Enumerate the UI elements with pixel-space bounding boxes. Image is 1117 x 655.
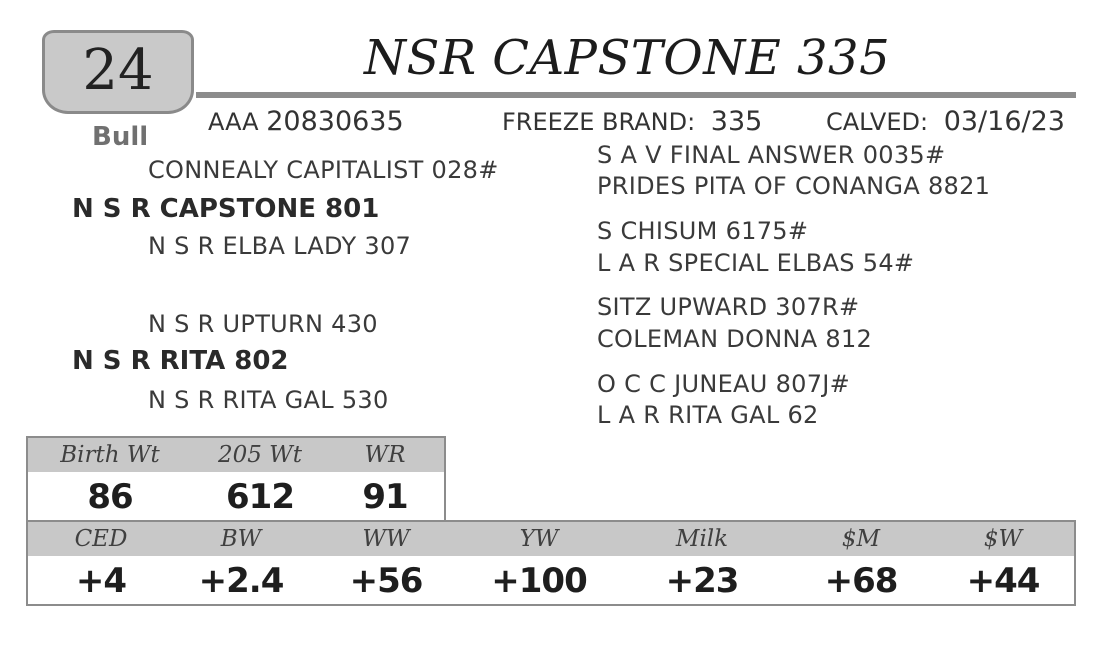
lot-number: 24: [82, 38, 154, 103]
performance-table: [26, 436, 446, 522]
epd-value-yw: +100: [491, 561, 587, 601]
performance-value-205-wt: 612: [226, 477, 294, 517]
sire-dam-sire: S CHISUM 6175#: [597, 217, 809, 245]
animal-name-title: NSR CAPSTONE 335: [364, 30, 891, 86]
epd-header-m-index: $M: [841, 526, 881, 552]
dam-sire-sire: SITZ UPWARD 307R#: [597, 293, 860, 321]
dam-dam: N S R RITA GAL 530: [148, 386, 389, 414]
freeze-brand-info: [502, 106, 762, 137]
sire-sire-sire: S A V FINAL ANSWER 0035#: [597, 141, 946, 169]
performance-header-205-wt: 205 Wt: [217, 442, 303, 468]
epd-value-milk: +23: [665, 561, 739, 601]
performance-header-birth-wt: Birth Wt: [60, 442, 160, 468]
dam: N S R RITA 802: [72, 346, 289, 376]
epd-header-ww: WW: [362, 526, 410, 552]
sire-dam-dam: L A R SPECIAL ELBAS 54#: [597, 249, 915, 277]
registration-label: AAA: [208, 108, 259, 136]
epd-header-bw: BW: [220, 526, 262, 552]
freeze-brand-label: FREEZE BRAND:: [502, 108, 696, 136]
epd-header-ced: CED: [74, 526, 128, 552]
epd-value-ced: +4: [75, 561, 127, 601]
freeze-brand-value: 335: [710, 106, 763, 137]
epd-value-bw: +2.4: [198, 561, 284, 601]
dam-dam-dam: L A R RITA GAL 62: [597, 401, 819, 429]
sire: N S R CAPSTONE 801: [72, 194, 380, 224]
calved-date: 03/16/23: [943, 106, 1065, 137]
registration-info: [208, 106, 404, 137]
epd-header-milk: Milk: [675, 526, 729, 552]
epd-value-w-index: +44: [966, 561, 1040, 601]
sire-sire: CONNEALY CAPITALIST 028#: [148, 156, 499, 184]
epd-header-w-index: $W: [983, 526, 1023, 552]
performance-value-wr: 91: [362, 477, 408, 517]
dam-dam-sire: O C C JUNEAU 807J#: [597, 370, 851, 398]
calved-label: CALVED:: [826, 108, 929, 136]
epd-table: [26, 520, 1076, 606]
calved-info: [826, 106, 1065, 137]
lot-number-badge: [42, 30, 194, 114]
title-divider: [196, 92, 1076, 98]
epd-header-yw: YW: [519, 526, 559, 552]
performance-value-birth-wt: 86: [87, 477, 133, 517]
registration-number: 20830635: [266, 106, 404, 137]
dam-sire: N S R UPTURN 430: [148, 310, 378, 338]
epd-value-ww: +56: [349, 561, 423, 601]
sex-label: Bull: [92, 122, 149, 152]
performance-header-wr: WR: [364, 442, 406, 468]
sire-dam: N S R ELBA LADY 307: [148, 232, 412, 260]
sire-sire-dam: PRIDES PITA OF CONANGA 8821: [597, 172, 991, 200]
dam-sire-dam: COLEMAN DONNA 812: [597, 325, 873, 353]
epd-value-m-index: +68: [824, 561, 898, 601]
